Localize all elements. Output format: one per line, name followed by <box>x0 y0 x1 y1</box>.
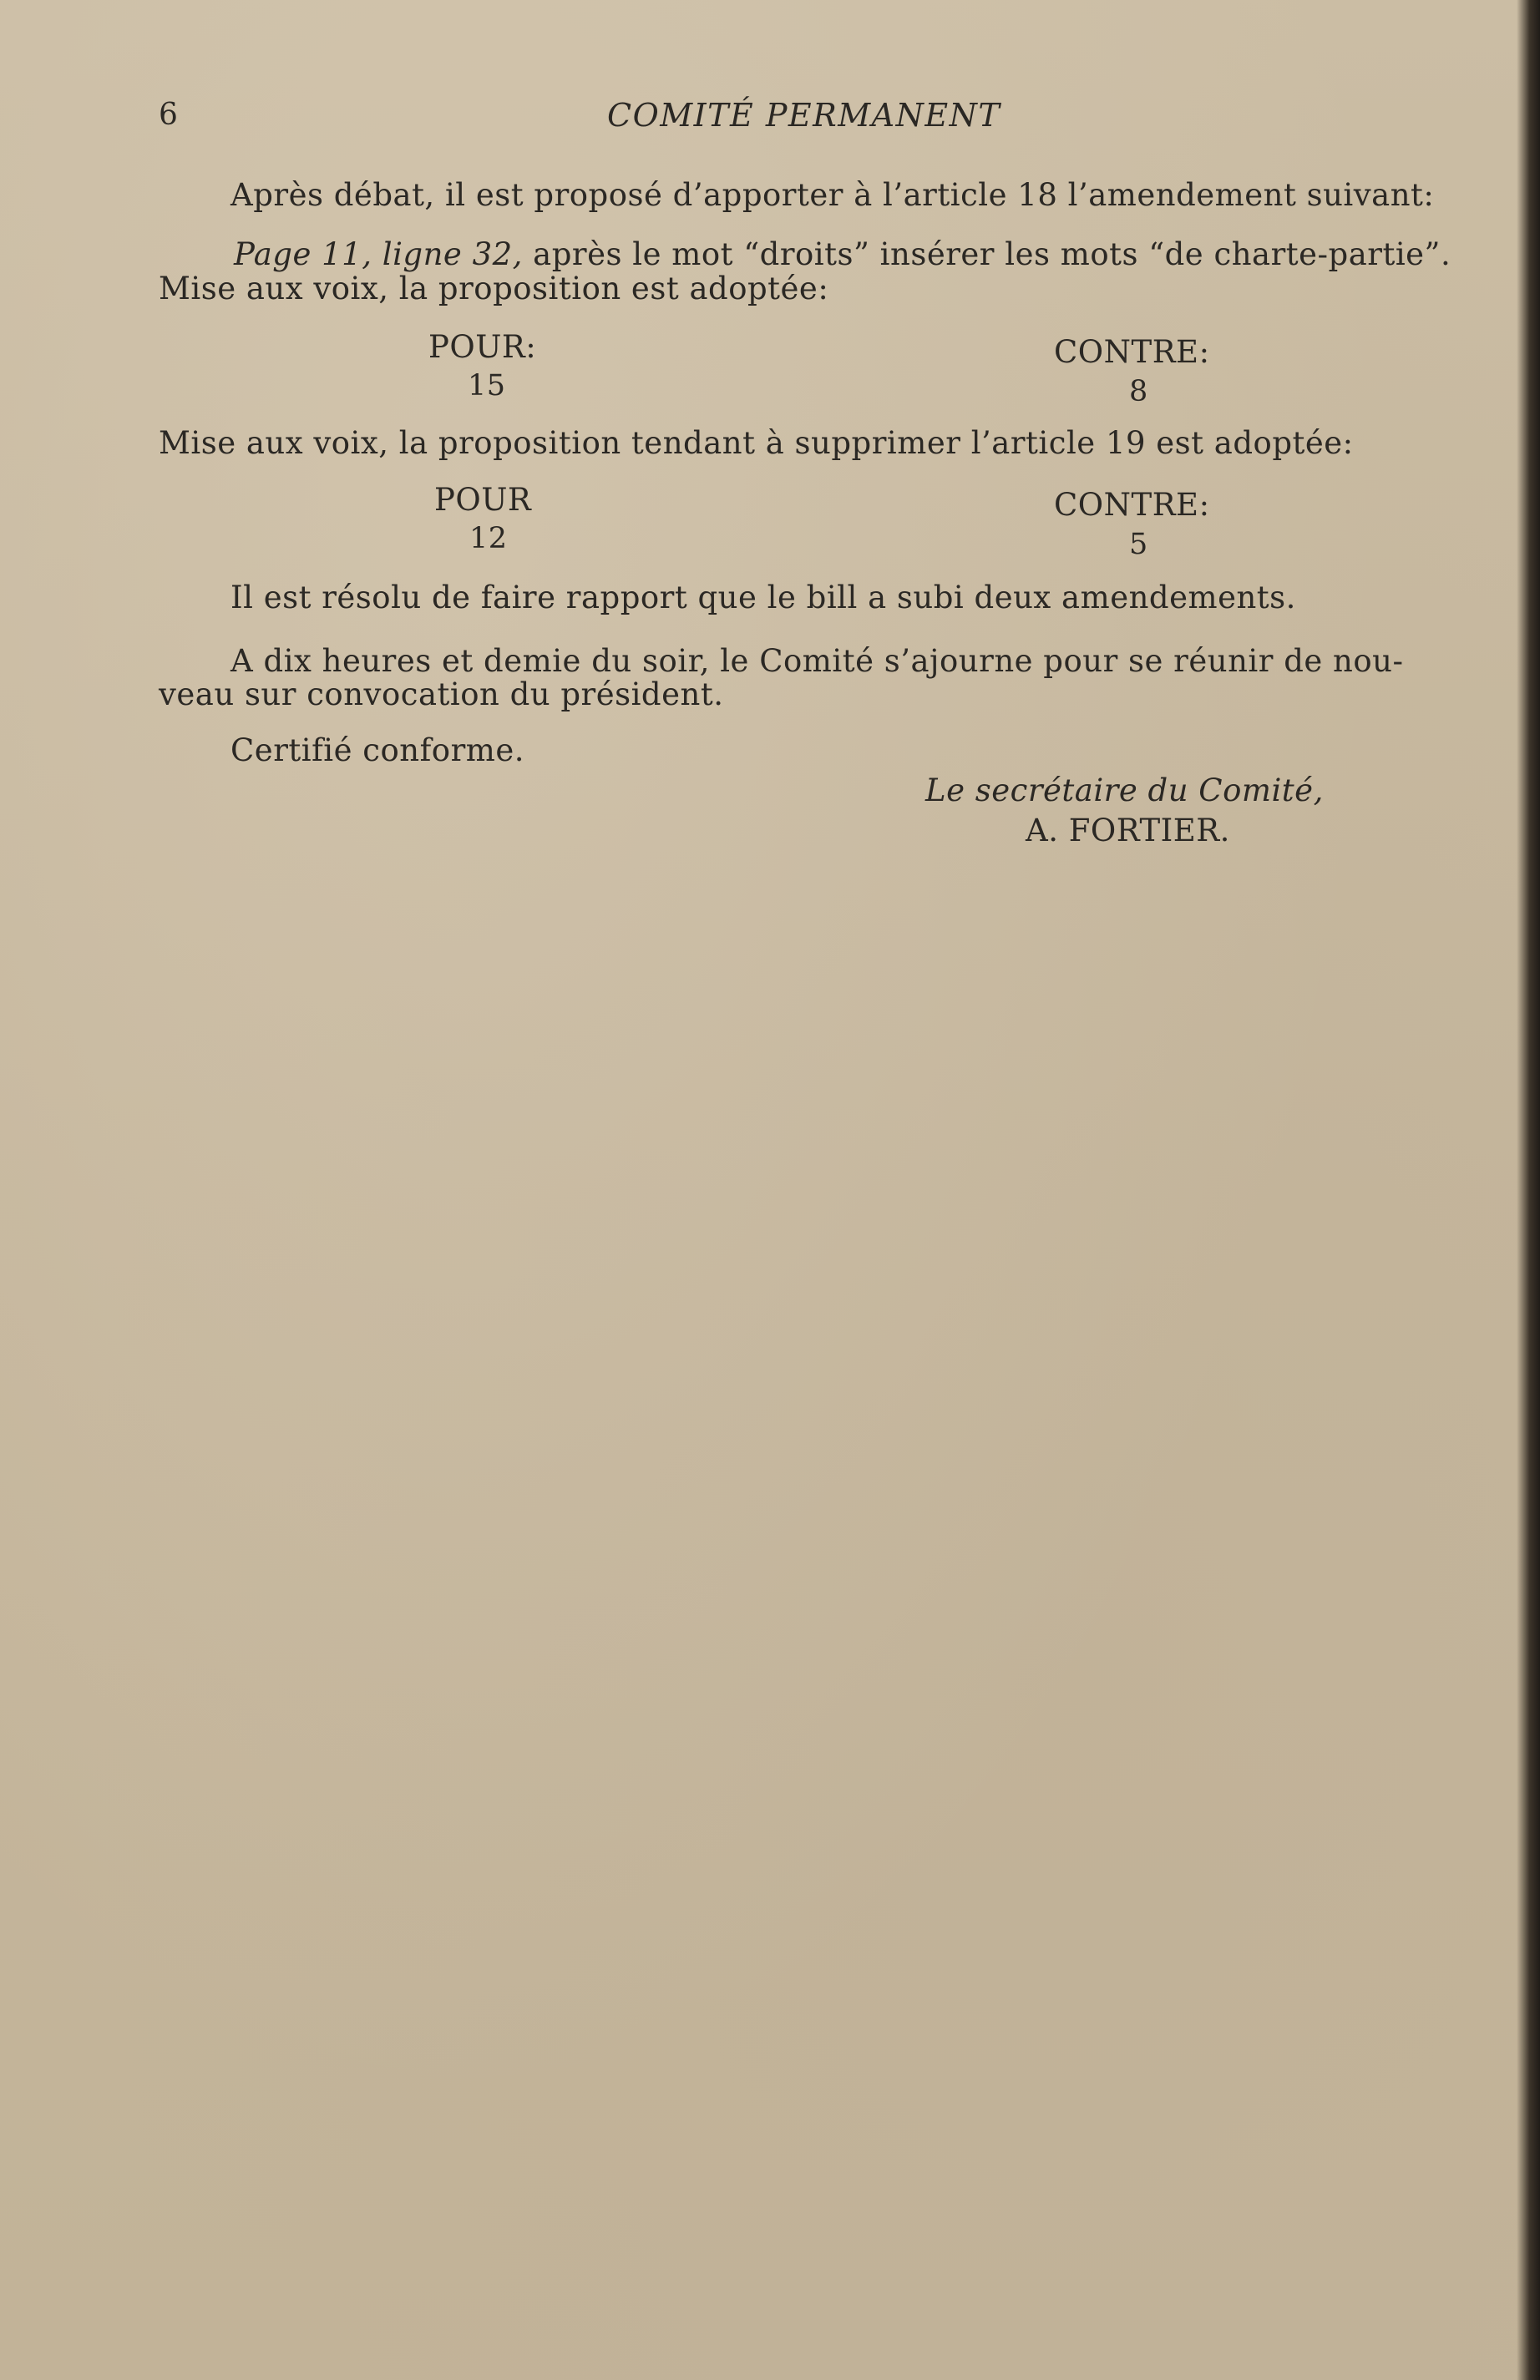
vote2-against-label: CONTRE: <box>1054 487 1210 523</box>
vote1-for-count: 15 <box>468 369 506 403</box>
paragraph-adjourn-line2: veau sur convocation du président. <box>159 676 724 712</box>
page-binding-edge <box>1517 0 1540 2380</box>
running-title: COMITÉ PERMANENT <box>607 97 1001 134</box>
paragraph-amendment-text <box>234 236 1451 273</box>
vote2-for-label: POUR <box>434 482 532 518</box>
signature-name: A. FORTIER. <box>1026 813 1230 848</box>
paragraph-report: Il est résolu de faire rapport que le bill a subi deux amendements. <box>230 580 1296 615</box>
paragraph-certified: Certifié conforme. <box>230 732 525 768</box>
paragraph-amendment-proposal: Après débat, il est proposé d’apporter à l’article 18 l’amendement suivant: <box>230 177 1435 213</box>
vote1-against-label: CONTRE: <box>1054 334 1210 370</box>
signature-title: Le secrétaire du Comité, <box>925 772 1324 808</box>
vote2-for-count: 12 <box>469 522 508 555</box>
amendment-reference: Page 11, ligne 32, <box>234 236 523 272</box>
paragraph-vote-adopted: Mise aux voix, la proposition est adoptée: <box>159 271 829 306</box>
paragraph-delete-article: Mise aux voix, la proposition tendant à supprimer l’article 19 est adoptée: <box>159 425 1354 461</box>
amendment-detail: après le mot “droits” insérer les mots “de charte-partie”. <box>522 236 1451 272</box>
vote1-for-label: POUR: <box>428 329 537 365</box>
vote2-against-count: 5 <box>1129 528 1148 561</box>
vote1-against-count: 8 <box>1129 375 1148 408</box>
page-number: 6 <box>159 98 179 132</box>
paragraph-adjourn-line1: A dix heures et demie du soir, le Comité s’ajourne pour se réunir de nou- <box>230 643 1404 679</box>
